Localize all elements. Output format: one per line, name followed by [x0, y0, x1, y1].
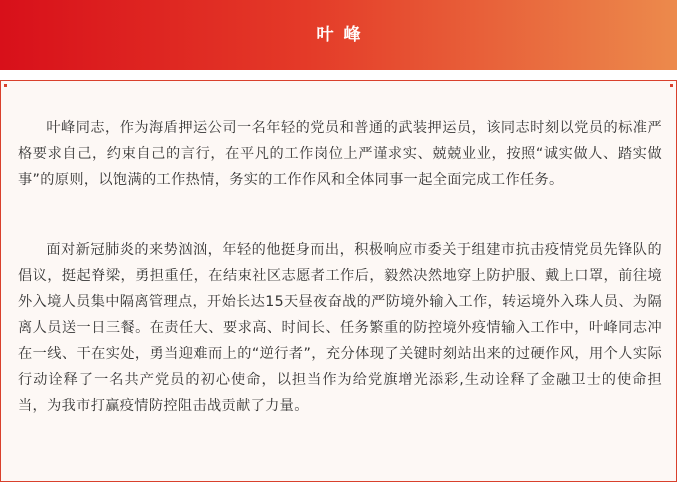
content-card — [0, 80, 677, 482]
title-banner — [0, 0, 677, 70]
body-paragraph: 面对新冠肺炎的来势汹汹，年轻的他挺身而出，积极响应市委关于组建市抗击疫情党员先锋队的倡议，挺起脊梁，勇担重任，在结束社区志愿者工作后，毅然决然地穿上防护服、戴上口罩，前往境外入境人员集中隔离管理点，开始长达15天昼夜奋战的严防境外输入工作，转运境外入珠人员、为隔离人员送一日三餐。在责任大、要求高、时间长、任务繁重的防控境外疫情输入工作中，叶峰同志冲在一线、干在实处，勇当迎难而上的“逆行者”，充分体现了关键时刻站出来的过硬作风，用个人实际行动诠释了一名共产党员的初心使命，以担当作为给党旗增光添彩,生动诠释了金融卫士的使命担当，为我市打赢疫情防控阻击战贡献了力量。 — [18, 242, 662, 414]
body-paragraph: 叶峰同志，作为海盾押运公司一名年轻的党员和普通的武装押运员，该同志时刻以党员的标准严格要求自己，约束自己的言行，在平凡的工作岗位上严谨求实、兢兢业业，按照“诚实做人、踏实做事”的原则，以饱满的工作热情，务实的工作作风和全体同事一起全面完成工作任务。 — [18, 120, 662, 188]
page-title: 叶峰 — [316, 25, 371, 45]
corner-dot-decoration — [670, 84, 673, 87]
corner-dot-decoration — [4, 84, 7, 87]
